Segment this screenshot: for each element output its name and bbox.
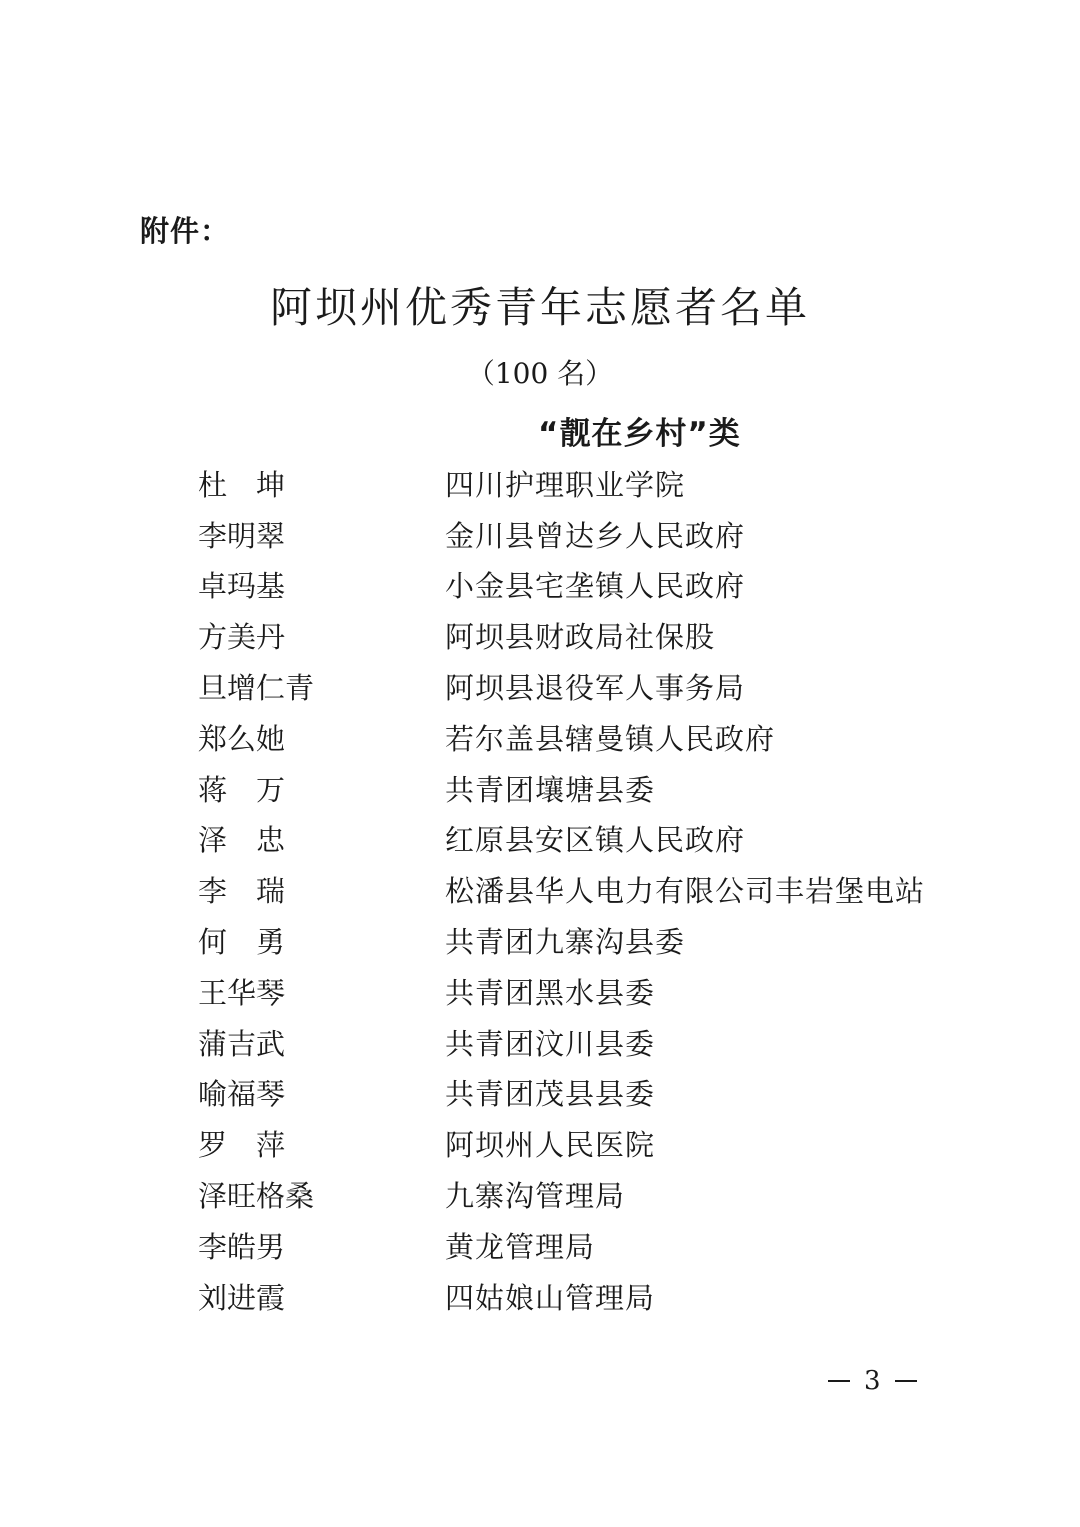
- list-item: [198, 610, 925, 661]
- volunteer-organization: 共青团黑水县委: [445, 975, 656, 1010]
- list-item: [198, 1169, 925, 1220]
- volunteer-name: 蒲吉武: [198, 1026, 286, 1061]
- volunteer-name: 李明翠: [198, 518, 286, 553]
- volunteer-name: 李皓男: [198, 1229, 286, 1264]
- list-item: [198, 915, 925, 966]
- volunteer-name: 李瑞: [198, 874, 315, 909]
- list-item: [198, 560, 925, 611]
- volunteer-organization: 黄龙管理局: [445, 1229, 596, 1264]
- volunteer-organization: 共青团汶川县委: [445, 1026, 656, 1061]
- volunteer-name: 郑么她: [198, 721, 286, 756]
- volunteer-organization: 共青团壤塘县委: [445, 772, 656, 807]
- volunteer-organization: 阿坝县退役军人事务局: [445, 671, 746, 706]
- volunteer-organization: 小金县宅垄镇人民政府: [445, 569, 746, 604]
- volunteer-name: 泽忠: [198, 823, 315, 858]
- volunteer-organization: 松潘县华人电力有限公司丰岩堡电站: [445, 874, 926, 909]
- list-item: [198, 1220, 925, 1271]
- volunteer-name: 泽旺格桑: [198, 1179, 315, 1214]
- page-number-value: 3: [864, 1366, 881, 1396]
- volunteer-name: 罗萍: [198, 1128, 315, 1163]
- list-item: [198, 1118, 925, 1169]
- page-number: [828, 1366, 917, 1396]
- list-item: [198, 712, 925, 763]
- list-item: [198, 1068, 925, 1119]
- volunteer-name: 蒋万: [198, 772, 315, 807]
- volunteer-organization: 四姑娘山管理局: [445, 1280, 656, 1315]
- list-item: [198, 864, 925, 915]
- document-title: 阿坝州优秀青年志愿者名单: [269, 283, 810, 332]
- volunteer-name: 方美丹: [198, 620, 286, 655]
- volunteer-organization: 若尔盖县辖曼镇人民政府: [445, 721, 776, 756]
- volunteer-list: [198, 458, 925, 1322]
- volunteer-organization: 共青团九寨沟县委: [445, 925, 686, 960]
- volunteer-name: 杜坤: [198, 467, 315, 502]
- list-item: [198, 814, 925, 865]
- volunteer-name: 旦增仁青: [198, 671, 315, 706]
- list-item: [198, 661, 925, 712]
- volunteer-organization: 九寨沟管理局: [445, 1179, 626, 1214]
- volunteer-organization: 阿坝州人民医院: [445, 1128, 656, 1163]
- volunteer-name: 何勇: [198, 925, 315, 960]
- page-dash-right: [895, 1380, 917, 1382]
- volunteer-organization: 阿坝县财政局社保股: [445, 620, 716, 655]
- volunteer-name: 刘进霞: [198, 1280, 286, 1315]
- volunteer-organization: 四川护理职业学院: [445, 467, 686, 502]
- list-item: [198, 509, 925, 560]
- volunteer-organization: 金川县曾达乡人民政府: [445, 518, 746, 553]
- list-item: [198, 763, 925, 814]
- list-item: [198, 458, 925, 509]
- volunteer-name: 喻福琴: [198, 1077, 286, 1112]
- list-item: [198, 1017, 925, 1068]
- document-count: （100 名）: [466, 357, 614, 390]
- volunteer-organization: 共青团茂县县委: [445, 1077, 656, 1112]
- list-item: [198, 966, 925, 1017]
- volunteer-name: 卓玛基: [198, 569, 286, 604]
- category-heading: “靓在乡村”类: [538, 416, 741, 452]
- page-dash-left: [828, 1380, 850, 1382]
- volunteer-organization: 红原县安区镇人民政府: [445, 823, 746, 858]
- list-item: [198, 1271, 925, 1322]
- attachment-label: 附件：: [140, 214, 231, 248]
- volunteer-name: 王华琴: [198, 975, 286, 1010]
